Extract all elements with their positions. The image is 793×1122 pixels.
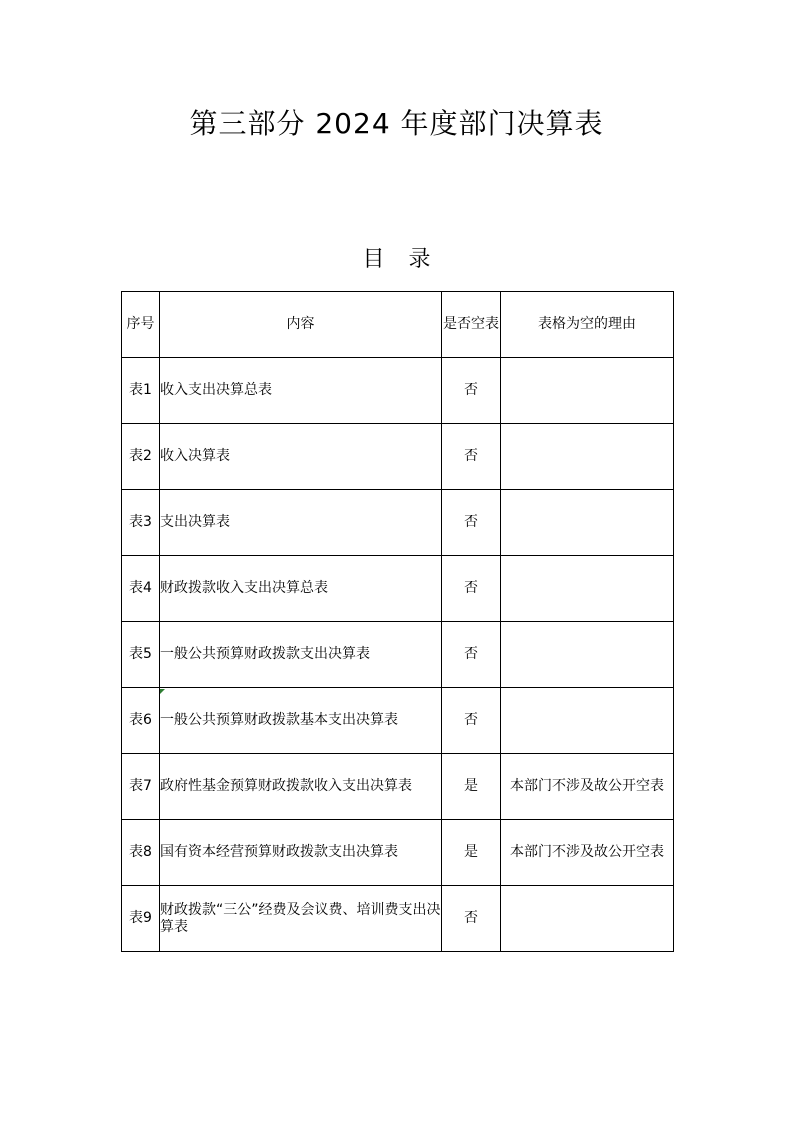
table-row <box>122 358 674 424</box>
row-is-empty: 否 <box>442 424 501 490</box>
row-is-empty: 是 <box>442 820 501 886</box>
header-content: 内容 <box>160 292 442 358</box>
row-reason <box>501 886 674 952</box>
toc-heading: 目录 <box>362 247 455 272</box>
row-content: 国有资本经营预算财政拨款支出决算表 <box>160 820 442 886</box>
table-row <box>122 556 674 622</box>
table-row <box>122 424 674 490</box>
header-reason: 表格为空的理由 <box>501 292 674 358</box>
header-row <box>122 292 674 358</box>
table-row <box>122 820 674 886</box>
row-seq: 表6 <box>122 688 160 754</box>
row-reason <box>501 622 674 688</box>
row-is-empty: 否 <box>442 556 501 622</box>
table-row <box>122 622 674 688</box>
row-reason <box>501 358 674 424</box>
row-seq: 表1 <box>122 358 160 424</box>
page-title: 第三部分 2024 年度部门决算表 <box>189 107 604 140</box>
row-content: 财政拨款收入支出决算总表 <box>160 556 442 622</box>
cell-comment-marker <box>160 689 165 694</box>
row-content: 一般公共预算财政拨款支出决算表 <box>160 622 442 688</box>
row-seq: 表8 <box>122 820 160 886</box>
row-content: 一般公共预算财政拨款基本支出决算表 <box>160 688 442 754</box>
header-is-empty: 是否空表 <box>442 292 501 358</box>
row-content: 收入支出决算总表 <box>160 358 442 424</box>
header-seq: 序号 <box>122 292 160 358</box>
table-row <box>122 754 674 820</box>
row-is-empty: 否 <box>442 622 501 688</box>
row-reason <box>501 490 674 556</box>
table-row <box>122 886 674 952</box>
row-content: 收入决算表 <box>160 424 442 490</box>
row-reason <box>501 556 674 622</box>
row-reason: 本部门不涉及故公开空表 <box>501 820 674 886</box>
row-is-empty: 是 <box>442 754 501 820</box>
table-row <box>122 688 674 754</box>
row-is-empty: 否 <box>442 490 501 556</box>
table-row <box>122 490 674 556</box>
row-seq: 表3 <box>122 490 160 556</box>
row-reason <box>501 424 674 490</box>
row-reason: 本部门不涉及故公开空表 <box>501 754 674 820</box>
row-seq: 表7 <box>122 754 160 820</box>
row-content: 政府性基金预算财政拨款收入支出决算表 <box>160 754 442 820</box>
toc-table <box>121 291 674 952</box>
row-seq: 表5 <box>122 622 160 688</box>
row-content: 支出决算表 <box>160 490 442 556</box>
row-content: 财政拨款“三公”经费及会议费、培训费支出决算表 <box>160 886 442 952</box>
row-seq: 表2 <box>122 424 160 490</box>
row-seq: 表4 <box>122 556 160 622</box>
row-is-empty: 否 <box>442 688 501 754</box>
row-reason <box>501 688 674 754</box>
row-seq: 表9 <box>122 886 160 952</box>
row-is-empty: 否 <box>442 358 501 424</box>
row-is-empty: 否 <box>442 886 501 952</box>
